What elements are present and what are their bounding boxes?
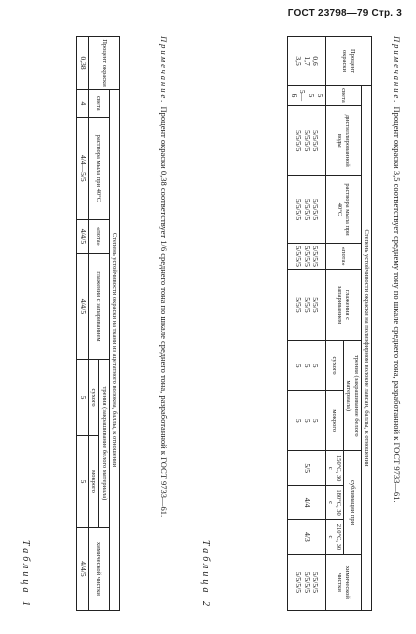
table1-col-light: света <box>88 90 109 118</box>
table2-cell-soap <box>288 176 326 243</box>
table2-iron-0: 5/5/5 <box>311 297 321 313</box>
table1-cell-soap: 4/4—5/5 <box>76 117 88 219</box>
table2-cell-light <box>288 86 326 106</box>
table2-water-2: 5/5/5/5 <box>294 130 304 152</box>
table2-light-2: 5—6 <box>289 89 308 102</box>
table2-chem-1: 5/5/5/5 <box>302 571 312 593</box>
table2-sweat-0: 5/5/5/5 <box>311 245 321 267</box>
table1-col-soap: раствора мыла при 40°С <box>88 117 109 219</box>
table2-cell-wet <box>288 391 326 451</box>
table2-pct-1: 1,7 <box>302 56 312 66</box>
table1-col-rub-group: трения (закрашивание белого материала) <box>99 359 109 527</box>
table2-dry-2: 5 <box>294 363 304 368</box>
table1-col-rub-dry: сухого <box>88 359 98 435</box>
table2-col-rub-wet: мокрого <box>325 391 343 451</box>
table2-cell-dry <box>288 341 326 391</box>
table2-cell-iron <box>288 269 326 340</box>
table2-wet-2: 5 <box>294 418 304 423</box>
table1-cell-light: 4 <box>76 90 88 118</box>
table2-col-pct: Процент окраски <box>325 37 371 86</box>
table1-cell-pct: 0,38 <box>76 37 88 90</box>
table2-cell-water <box>288 105 326 176</box>
table2-group-header: Степень устойчивости окраски на полиэфирном волокне лавсан, баллы, к отношении <box>361 86 371 611</box>
table1-col-chem: химической чистки <box>88 527 109 610</box>
table2-label: Таблица 2 <box>200 540 211 609</box>
table-row <box>76 37 88 611</box>
table2-dry-1: 5 <box>302 363 312 368</box>
table2-water-0: 5/5/5/5 <box>311 130 321 152</box>
table2-col-chem: химической чистки <box>325 554 361 610</box>
table2-cell-chem <box>288 554 326 610</box>
table2-soap-0: 5/5/5/5 <box>311 198 321 221</box>
table2 <box>287 36 372 611</box>
table2-col-rub-dry: сухого <box>325 341 343 391</box>
table2-wet-0: 5 <box>311 418 321 423</box>
table1-cell-iron: 4/4/5 <box>76 253 88 359</box>
table1-col-iron: глажения с запариванием <box>88 253 109 359</box>
table2-col-water: дистиллированной воды <box>325 105 361 176</box>
table1-cell-wet: 5 <box>76 436 88 528</box>
table2-wet-1: 5 <box>302 418 312 423</box>
table2-cell-sweat <box>288 243 326 269</box>
table2-iron-1: 5/5/5 <box>302 297 312 313</box>
table2-dry-0: 5 <box>311 363 321 368</box>
table2-sweat-1: 5/5/5/5 <box>302 245 312 267</box>
table2-col-s150: 150°С, 30 с <box>325 451 343 485</box>
table2-iron-2: 5/5/5 <box>294 297 304 313</box>
table2-col-iron: глажения с запариванием <box>325 269 361 340</box>
table2-water-1: 5/5/5/5 <box>302 130 312 152</box>
table1-note <box>158 36 169 611</box>
table2-col-rub-group: трения (закрашивание белого материала) <box>343 341 361 451</box>
table1-note-lead: Примечание. <box>159 36 169 105</box>
table2-cell-s150: 5/5 <box>288 451 326 485</box>
table2-pct-0: 0,6 <box>311 56 321 66</box>
table1 <box>76 36 120 611</box>
table2-cell-s180: 4/4 <box>288 485 326 519</box>
table-row <box>288 37 326 611</box>
table2-cell-s210: 4/3 <box>288 520 326 554</box>
table2-col-soap: раствора мыла при 40°С <box>325 176 361 243</box>
table2-note <box>391 36 402 611</box>
table2-soap-1: 5/5/5/5 <box>302 198 312 221</box>
page-header: ГОСТ 23798—79 Стр. 3 <box>287 8 402 19</box>
table2-col-sweat: «пота» <box>325 243 361 269</box>
table2-soap-2: 5/5/5/5 <box>294 198 304 221</box>
table2-chem-2: 5/5/5/5 <box>294 571 304 593</box>
table1-note-text: Процент окраски 0,38 соответствует 1/6 среднего тона по шкале среднего тона, разработанной к ГОСТ 9733—61. <box>159 106 169 518</box>
table1-col-rub-wet: мокрого <box>88 436 98 528</box>
table2-light-0: 5 <box>315 93 325 98</box>
table1-col-sweat: «пота» <box>88 220 109 254</box>
table2-chem-0: 5/5/5/5 <box>311 571 321 593</box>
table1-label: Таблица 1 <box>20 540 31 609</box>
table2-col-s180: 180°С, 30 с <box>325 485 343 519</box>
table2-note-text: Процент окраски 3,5 соответствует среднему тону по шкале среднего тона, разработанной к ГОСТ 9733—61. <box>392 106 402 503</box>
table1-group-header: Степень устойчивости окраски на ткани из ацетатного волокна, баллы, к отношении <box>109 90 119 611</box>
table1-cell-chem: 4/4/5 <box>76 527 88 610</box>
table2-cell-pct <box>288 37 326 86</box>
table2-col-light: света <box>325 86 361 106</box>
table2-pct-2: 3,5 <box>294 56 304 66</box>
table1-col-pct: Процент окраски <box>88 37 119 90</box>
table2-note-lead: Примечание. <box>392 36 402 105</box>
table1-cell-dry: 5 <box>76 359 88 435</box>
table2-light-1: 5 <box>307 93 317 98</box>
table2-col-s210: 210°С, 30 с <box>325 520 343 554</box>
table2-sweat-2: 5/5/5/5 <box>294 245 304 267</box>
table2-col-subl-group: сублимации при <box>343 451 361 554</box>
table1-cell-sweat: 4/4/5 <box>76 220 88 254</box>
